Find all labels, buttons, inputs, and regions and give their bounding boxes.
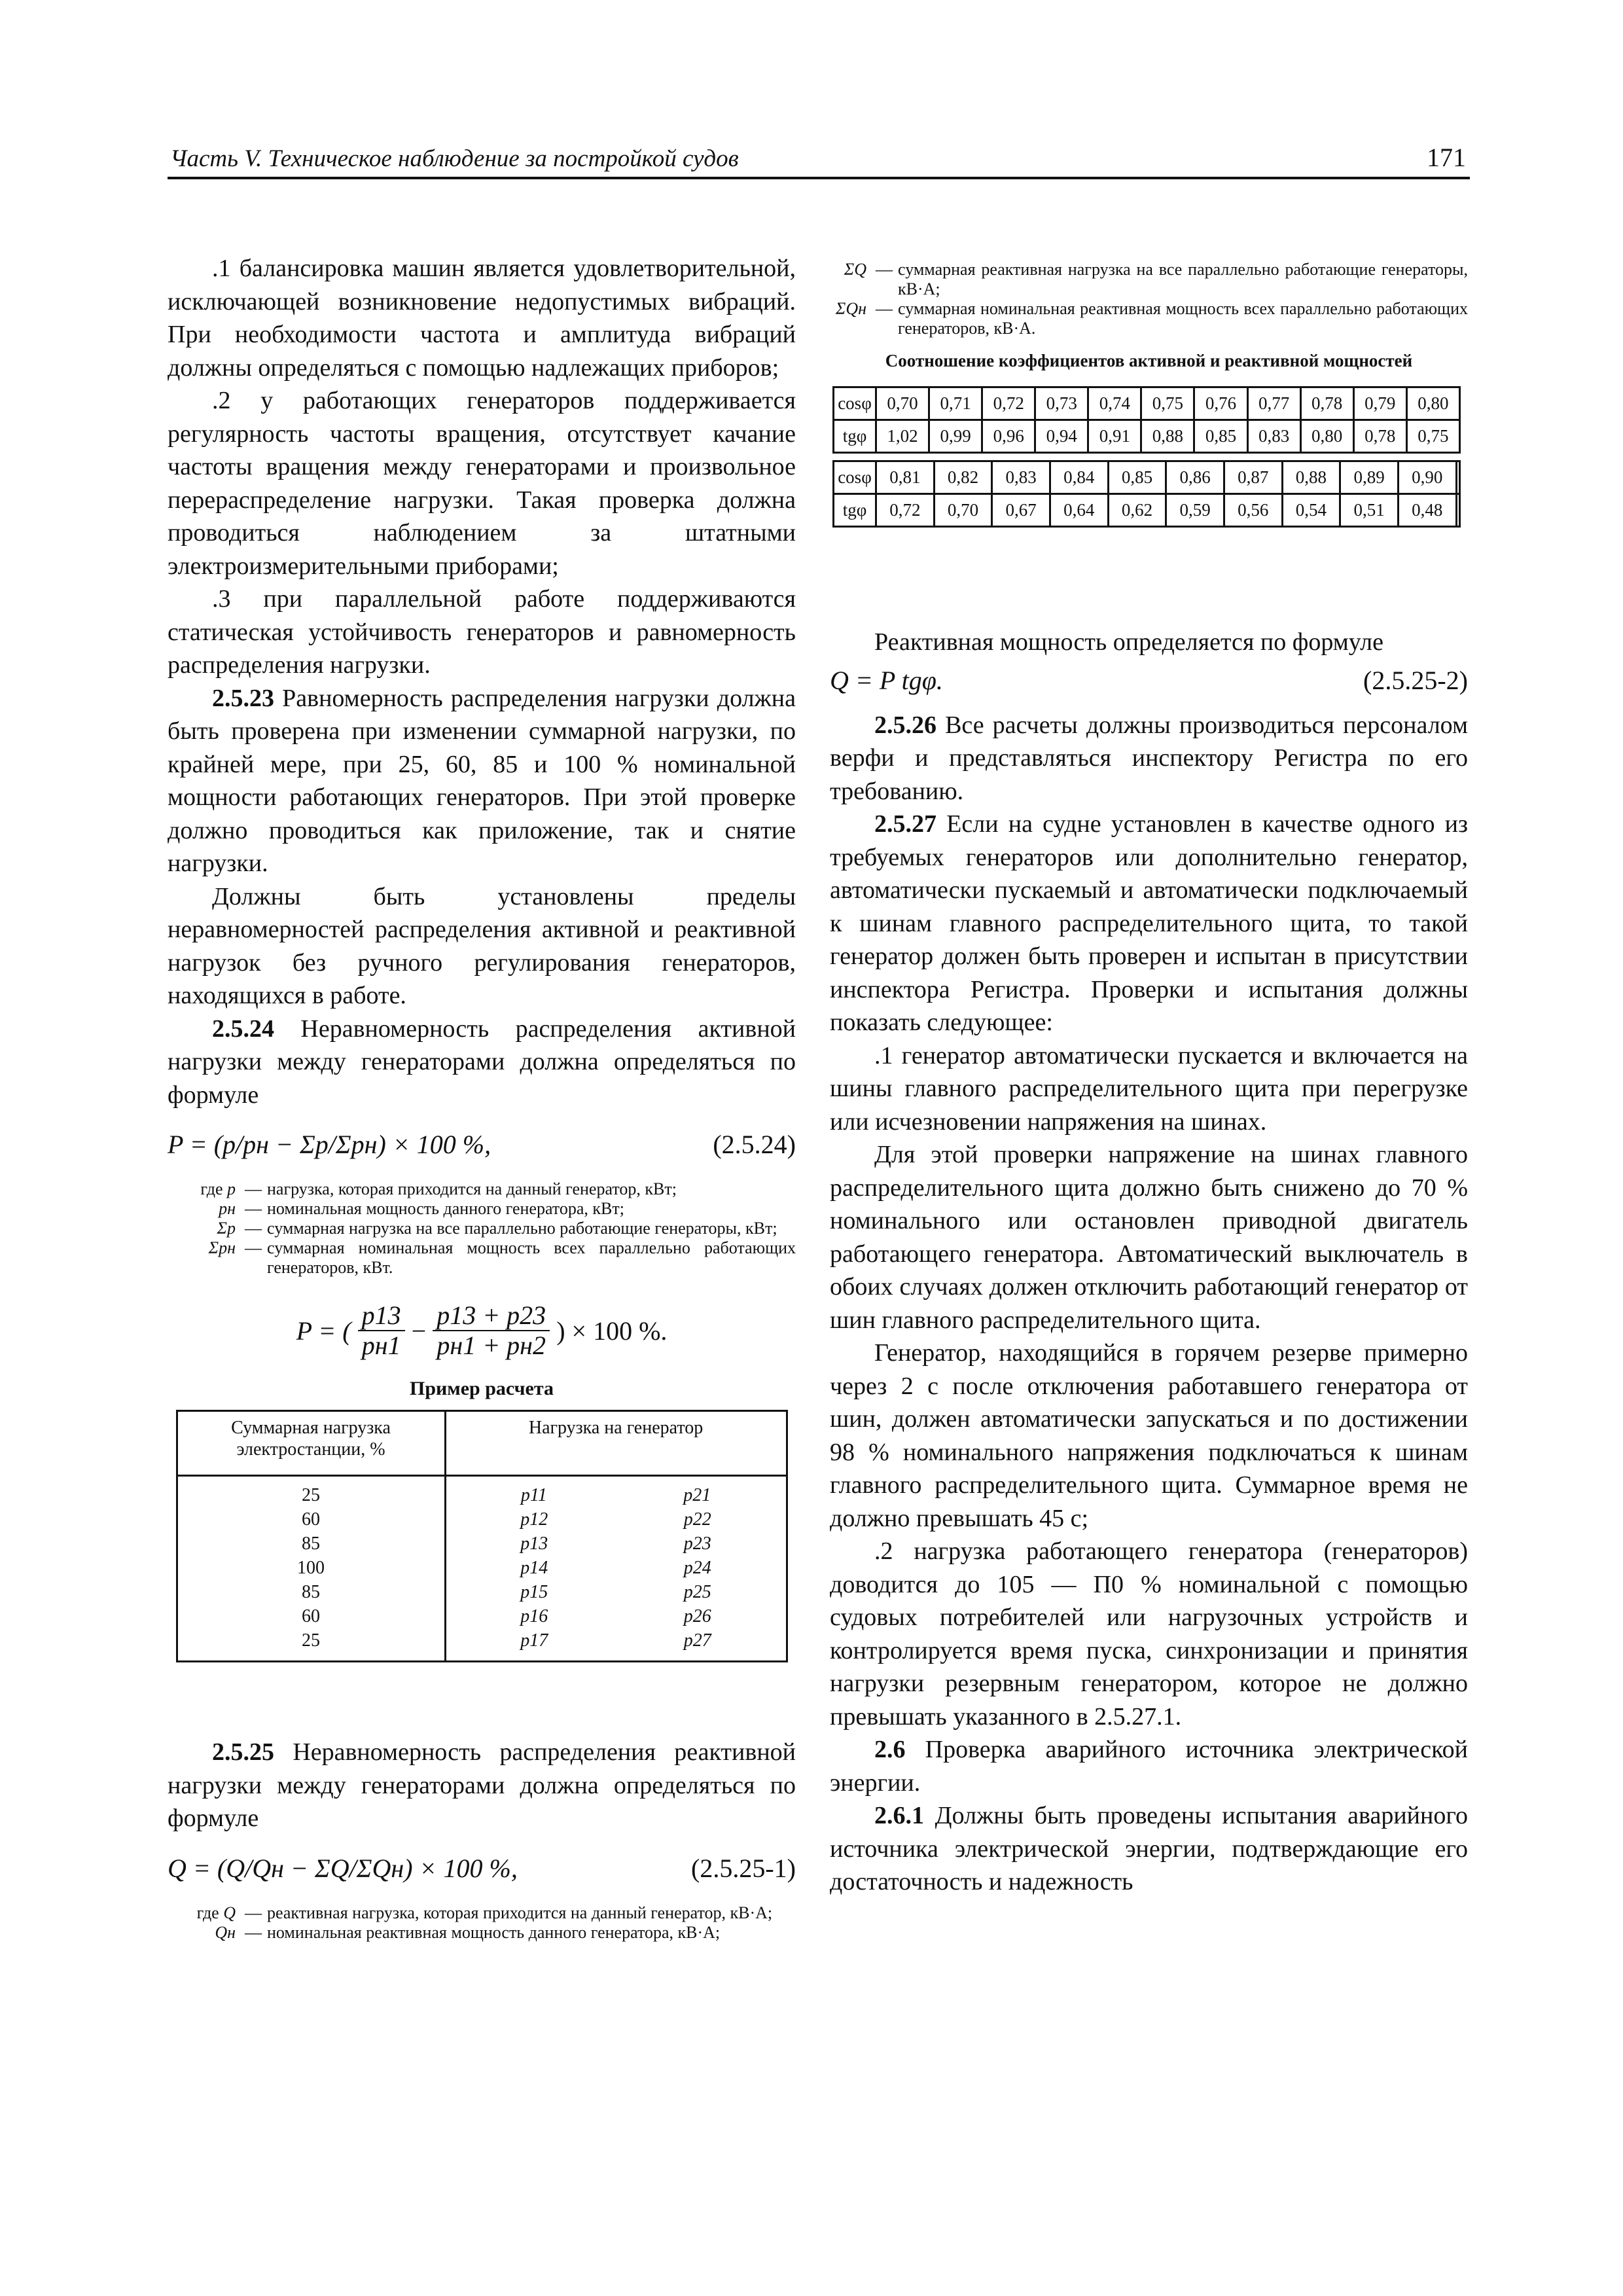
- legend-text: номинальная мощность данного генератора, кВт;: [267, 1199, 624, 1218]
- table-cell: 0,56: [1224, 494, 1282, 527]
- legend-dash: —: [245, 1903, 262, 1922]
- minus-sign: −: [411, 1316, 427, 1346]
- cell-generator-loads: [445, 1604, 787, 1628]
- generator-1-load: p12: [520, 1509, 548, 1530]
- formula-expression: P = (p/pн − Σp/Σpн) × 100 %,: [168, 1130, 491, 1159]
- generator-2-load: p23: [683, 1534, 711, 1554]
- right-column: [830, 252, 1468, 1899]
- legend-dash: —: [876, 260, 893, 279]
- row-label: tgφ: [834, 420, 876, 453]
- generator-load-pair: [453, 1580, 779, 1604]
- legend-2525: [168, 1903, 796, 1943]
- generator-load-pair: [453, 1507, 779, 1532]
- section-text: Неравномерность распределения реактивной нагрузки между генераторами должна определяться по формуле: [168, 1738, 796, 1832]
- fraction-numerator: p13 + p23: [433, 1301, 550, 1331]
- table-row: [177, 1604, 787, 1628]
- cell-total-load: 85: [177, 1532, 445, 1556]
- section-2527: [830, 808, 1468, 1039]
- table-cell: 0,83: [1247, 420, 1300, 453]
- legend-reactive-sums: [830, 260, 1468, 338]
- legend-symbol-text: Σpн: [208, 1238, 236, 1257]
- coefficient-table-caption: Соотношение коэффициентов активной и реактивной мощностей: [885, 351, 1413, 370]
- table-cell: 0,80: [1406, 387, 1459, 420]
- legend-dash: —: [245, 1199, 262, 1218]
- legend-symbol: [168, 1199, 240, 1219]
- table-cell: 0,82: [934, 461, 992, 494]
- table-cell: 0,75: [1141, 387, 1194, 420]
- formula-lhs: P = (: [296, 1316, 351, 1346]
- cell-generator-loads: [445, 1556, 787, 1580]
- paragraph-2522-2: .2 у работающих генераторов поддерживается регулярность частоты вращения, отсутствует качание частоты вращения между генераторами и произвольное перераспределение нагрузки. Такая проверка должна проводиться наблюдением за штатными электроизмерительными приборами;: [168, 387, 796, 580]
- paragraph-2522-3: .3 при параллельной работе поддерживаются статическая устойчивость генераторов и равномерность распределения нагрузки.: [168, 585, 796, 679]
- section-number: 2.5.24: [212, 1014, 274, 1043]
- fraction-1: [358, 1301, 405, 1360]
- table-row-cos: [834, 461, 1460, 494]
- table-cell: 0,54: [1282, 494, 1340, 527]
- cell-generator-loads: [445, 1628, 787, 1662]
- legend-symbol: [168, 1238, 240, 1278]
- table-cell: 0,85: [1194, 420, 1247, 453]
- coefficient-table-2: [832, 460, 1461, 528]
- legend-text: реактивная нагрузка, которая приходится на данный генератор, кВ·А;: [267, 1903, 773, 1922]
- table-cell: 0,70: [876, 387, 929, 420]
- table-cell: 0,70: [934, 494, 992, 527]
- cell-total-load: 85: [177, 1580, 445, 1604]
- legend-symbol-text: ΣQн: [835, 299, 866, 318]
- table-cell: 0,51: [1340, 494, 1399, 527]
- table-cell: 0,91: [1088, 420, 1141, 453]
- legend-text: суммарная реактивная нагрузка на все параллельно работающие генераторы, кВ·А;: [898, 260, 1468, 298]
- formula-expression: Q = P tgφ.: [830, 665, 943, 695]
- table-cell: 0,78: [1300, 387, 1353, 420]
- table-cell: 0,62: [1108, 494, 1166, 527]
- generator-1-load: p17: [520, 1630, 548, 1651]
- table-row: [177, 1556, 787, 1580]
- section-number: 2.5.23: [212, 684, 274, 712]
- table-row-tg: [834, 494, 1460, 527]
- legend-symbol-text: Qн: [215, 1922, 236, 1942]
- legend-symbol-text: p: [227, 1179, 236, 1198]
- formula-number: (2.5.24): [713, 1130, 796, 1159]
- table-cell: 0,72: [876, 494, 935, 527]
- table-cell: 0,64: [1050, 494, 1108, 527]
- section-2523: [168, 682, 796, 880]
- table-cell: 0,81: [876, 461, 935, 494]
- table-header-row: [177, 1411, 787, 1476]
- paragraph-reactive-power: Реактивная мощность определяется по формуле: [874, 628, 1383, 656]
- generator-1-load: p15: [520, 1582, 548, 1602]
- legend-prefix: где: [196, 1903, 224, 1922]
- legend-item: [168, 1219, 796, 1238]
- cell-generator-loads: [445, 1507, 787, 1532]
- paragraph-check: Для этой проверки напряжение на шинах главного распределительного щита должно быть снижено до 70 % номинального или остановлен приводной двигатель работающего генератора. Автоматический выключатель в обоих случаях должен отключить работающий генератор от шин главного распределительного щита.: [830, 1141, 1468, 1334]
- paragraph-reserve: Генератор, находящийся в горячем резерве примерно через 2 с после отключения работавшего генератора от шин, должен автоматически запускаться и по достижении 98 % номинального напряжения подключаться к шинам главного распределительного щита. Суммарное время не должно превышать 45 с;: [830, 1339, 1468, 1532]
- section-text: Все расчеты должны производиться персоналом верфи и представляться инспектору Регистра по его требованию.: [830, 711, 1468, 805]
- section-text: Проверка аварийного источника электрической энергии.: [830, 1736, 1468, 1797]
- fraction-2: [433, 1301, 550, 1360]
- generator-2-load: p21: [683, 1485, 711, 1505]
- table-row-cos: [834, 387, 1460, 420]
- table-cell: 0,71: [929, 387, 982, 420]
- generator-2-load: p25: [683, 1582, 711, 1602]
- table-cell: 0,59: [1166, 494, 1224, 527]
- column-header-total-load: Суммарная нагрузка электростанции, %: [177, 1411, 445, 1476]
- section-text: Неравномерность распределения активной нагрузки между генераторами должна определяться по формуле: [168, 1014, 796, 1109]
- legend-text: суммарная номинальная реактивная мощность всех параллельно работающих генераторов, кВ·А.: [898, 299, 1468, 338]
- table-cell: 0,88: [1282, 461, 1340, 494]
- formula-2524: [168, 1128, 796, 1161]
- formula-2525-2: [830, 664, 1468, 697]
- section-number: 2.6.1: [874, 1802, 924, 1829]
- legend-symbol: [168, 1219, 240, 1238]
- legend-2524: [168, 1179, 796, 1278]
- section-text: Равномерность распределения нагрузки должна быть проверена при изменении суммарной нагрузки, по крайней мере, при 25, 60, 85 и 100 % номинальной мощности работающих генераторов. При этой проверке должно проводиться как приложение, так и снятие нагрузки.: [168, 684, 796, 877]
- legend-symbol: [830, 260, 870, 299]
- legend-item: [168, 1238, 796, 1278]
- legend-text: суммарная номинальная мощность всех параллельно работающих генераторов, кВт.: [267, 1238, 796, 1277]
- legend-dash: —: [245, 1179, 262, 1198]
- legend-text: нагрузка, которая приходится на данный генератор, кВт;: [267, 1179, 677, 1198]
- generator-load-pair: [453, 1604, 779, 1628]
- legend-dash: —: [245, 1219, 262, 1238]
- table-cell: 0,84: [1050, 461, 1108, 494]
- paragraph-limits: Должны быть установлены пределы неравномерностей распределения активной и реактивной нагрузок без ручного регулирования генераторов, находящихся в работе.: [168, 882, 796, 1009]
- legend-symbol-text: Σp: [217, 1219, 236, 1238]
- table-cell: 0,80: [1300, 420, 1353, 453]
- table-cell: 1,02: [876, 420, 929, 453]
- legend-symbol: [168, 1923, 240, 1943]
- fraction-denominator: pн1: [361, 1331, 401, 1360]
- example-table: [176, 1410, 788, 1662]
- section-number: 2.5.25: [212, 1738, 274, 1766]
- formula-number: (2.5.25-2): [1363, 665, 1468, 695]
- legend-item: [168, 1199, 796, 1219]
- table-cell: 0,77: [1247, 387, 1300, 420]
- generator-load-pair: [453, 1628, 779, 1653]
- section-text: Должны быть проведены испытания аварийного источника электрической энергии, подтверждающие его достаточность и надежность: [830, 1802, 1468, 1895]
- generator-1-load: p14: [520, 1558, 548, 1578]
- formula-rhs: ) × 100 %.: [556, 1316, 668, 1346]
- generator-load-pair: [453, 1532, 779, 1556]
- table-cell: 0,96: [982, 420, 1035, 453]
- cell-total-load: 100: [177, 1556, 445, 1580]
- table-cell: 0,89: [1340, 461, 1399, 494]
- section-261: [830, 1799, 1468, 1899]
- coefficient-table-1: [832, 386, 1461, 454]
- legend-symbol: [168, 1903, 240, 1923]
- column-header-generator-load: Нагрузка на генератор: [445, 1411, 787, 1476]
- generator-2-load: p24: [683, 1558, 711, 1578]
- generator-1-load: p16: [520, 1606, 548, 1626]
- legend-item: [168, 1923, 796, 1943]
- table-cell: 0,72: [982, 387, 1035, 420]
- table-cell: 0,94: [1035, 420, 1088, 453]
- row-label: cosφ: [834, 387, 876, 420]
- table-cell: 0,87: [1224, 461, 1282, 494]
- generator-2-load: p26: [683, 1606, 711, 1626]
- legend-item: [830, 260, 1468, 299]
- cell-total-load: 25: [177, 1476, 445, 1508]
- table-cell: 0,67: [992, 494, 1050, 527]
- generator-load-pair: [453, 1556, 779, 1580]
- generator-load-pair: [453, 1483, 779, 1507]
- formula-expression: Q = (Q/Qн − ΣQ/ΣQн) × 100 %,: [168, 1853, 518, 1883]
- section-number: 2.5.27: [874, 810, 936, 838]
- left-column: [168, 252, 796, 1948]
- paragraph-2527-1: .1 генератор автоматически пускается и включается на шины главного распределительного щита при перегрузке или исчезновении напряжения на шинах.: [830, 1041, 1468, 1136]
- legend-dash: —: [876, 299, 893, 318]
- table-cell: 0,78: [1353, 420, 1406, 453]
- table-cell: 0,74: [1088, 387, 1141, 420]
- legend-item: [168, 1179, 796, 1199]
- table-cell: 0,86: [1166, 461, 1224, 494]
- row-label: cosφ: [834, 461, 876, 494]
- table-cell: [1456, 494, 1459, 527]
- table-cell: 0,48: [1398, 494, 1456, 527]
- cell-generator-loads: [445, 1476, 787, 1508]
- legend-symbol-text: Q: [223, 1903, 236, 1922]
- cell-generator-loads: [445, 1532, 787, 1556]
- generator-2-load: p27: [683, 1630, 711, 1651]
- section-2525: [168, 1736, 796, 1835]
- legend-item: [168, 1903, 796, 1923]
- legend-text: суммарная нагрузка на все параллельно работающие генераторы, кВт;: [267, 1219, 777, 1238]
- legend-item: [830, 299, 1468, 338]
- table-row: [177, 1532, 787, 1556]
- legend-dash: —: [245, 1922, 262, 1942]
- example-caption: Пример расчета: [410, 1378, 554, 1399]
- table-row: [177, 1580, 787, 1604]
- table-cell: 0,99: [929, 420, 982, 453]
- legend-symbol: [168, 1179, 240, 1199]
- cell-generator-loads: [445, 1580, 787, 1604]
- formula-number: (2.5.25-1): [691, 1853, 796, 1883]
- section-2524: [168, 1013, 796, 1112]
- page-number: 171: [1427, 143, 1466, 172]
- section-number: 2.5.26: [874, 711, 936, 739]
- legend-symbol-text: ΣQ: [844, 260, 866, 279]
- table-cell: 0,88: [1141, 420, 1194, 453]
- fraction-denominator: pн1 + pн2: [437, 1331, 546, 1360]
- generator-1-load: p13: [520, 1534, 548, 1554]
- generator-1-load: p11: [520, 1485, 547, 1505]
- page-header: [168, 144, 1470, 179]
- section-26: [830, 1733, 1468, 1799]
- legend-prefix: где: [200, 1179, 227, 1198]
- table-cell: 0,85: [1108, 461, 1166, 494]
- section-number: 2.6: [874, 1736, 906, 1763]
- table-cell: 0,75: [1406, 420, 1459, 453]
- running-title: Часть V. Техническое наблюдение за постройкой судов: [170, 145, 739, 172]
- formula-2525-1: [168, 1852, 796, 1885]
- legend-symbol-text: pн: [219, 1199, 236, 1218]
- fraction-numerator: p13: [358, 1301, 405, 1331]
- generator-2-load: p22: [683, 1509, 711, 1530]
- table-row-tg: [834, 420, 1460, 453]
- cell-total-load: 25: [177, 1628, 445, 1662]
- paragraph-2527-2: .2 нагрузка работающего генератора (генераторов) доводится до 105 — П0 % номинальной с помощью судовых потребителей или нагрузочных устройств и контролируется время пуска, синхронизации и принятия нагрузки резервным генератором, которое не должно превышать указанного в 2.5.27.1.: [830, 1537, 1468, 1731]
- table-cell: 0,90: [1398, 461, 1456, 494]
- paragraph-2522-1: .1 балансировка машин является удовлетворительной, исключающей возникновение недопустимых вибраций. При необходимости частота и амплитуда вибраций должны определяться с помощью надлежащих приборов;: [168, 255, 796, 382]
- section-text: Если на судне установлен в качестве одного из требуемых генераторов или дополнительно генератор, автоматически пускаемый и автоматически подключаемый к шинам главного распределительного щита, то такой генератор должен быть проверен и испытан в присутствии инспектора Регистра. Проверки и испытания должны показать следующее:: [830, 810, 1468, 1036]
- example-table-body: [177, 1476, 787, 1662]
- legend-symbol: [830, 299, 870, 338]
- legend-text: номинальная реактивная мощность данного генератора, кВ·А;: [267, 1922, 721, 1942]
- table-cell: 0,76: [1194, 387, 1247, 420]
- table-row: [177, 1628, 787, 1662]
- table-cell: 0,79: [1353, 387, 1406, 420]
- legend-dash: —: [245, 1238, 262, 1257]
- row-label: tgφ: [834, 494, 876, 527]
- table-cell: 0,73: [1035, 387, 1088, 420]
- table-cell: [1456, 461, 1459, 494]
- table-cell: 0,83: [992, 461, 1050, 494]
- table-row: [177, 1507, 787, 1532]
- section-2526: [830, 709, 1468, 808]
- table-row: [177, 1476, 787, 1508]
- calculation-formula: [168, 1301, 796, 1360]
- cell-total-load: 60: [177, 1507, 445, 1532]
- cell-total-load: 60: [177, 1604, 445, 1628]
